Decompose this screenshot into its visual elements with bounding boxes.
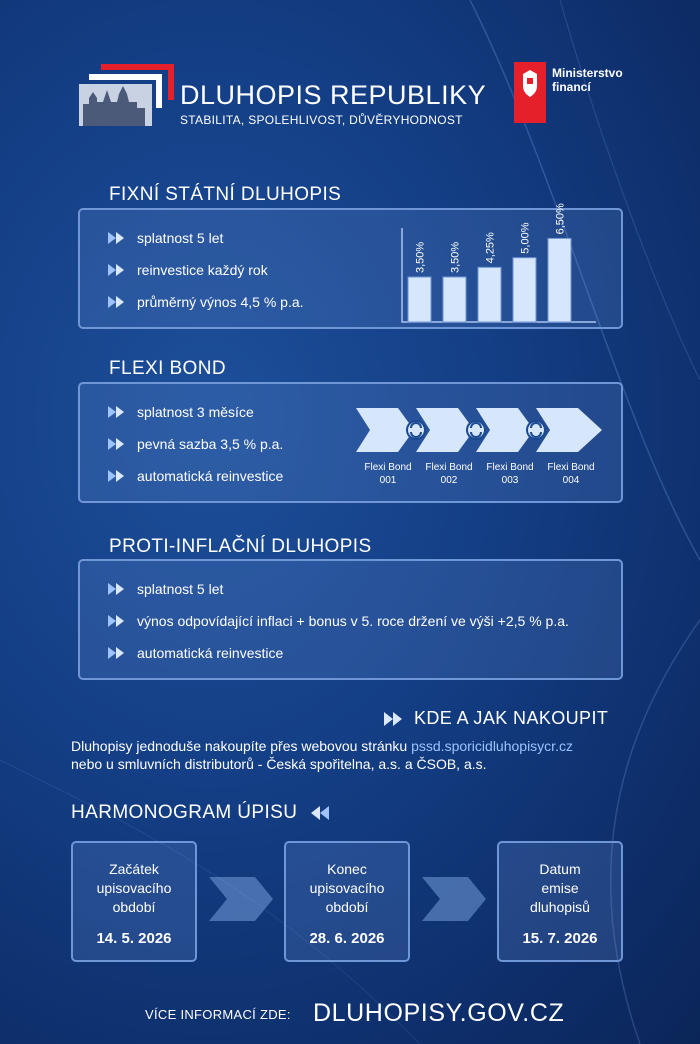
yield-bar-5 (548, 238, 571, 322)
double-arrow-icon (108, 470, 127, 482)
fixed-bullet-2 (108, 262, 268, 278)
flexi-step-3-name: Flexi Bond (486, 462, 534, 473)
buy-title-text: KDE A JAK NAKOUPIT (414, 708, 609, 728)
inflation-bullet-1 (108, 581, 223, 597)
flexi-bullet-3 (108, 468, 283, 484)
brand-title: DLUHOPIS REPUBLIKY (180, 80, 487, 110)
flexi-step-4-code: 004 (562, 475, 580, 486)
inflation-bullet-text: výnos odpovídající inflaci + bonus v 5. roce držení ve výši +2,5 % p.a. (137, 613, 569, 629)
footer-website-link[interactable]: DLUHOPISY.GOV.CZ (313, 999, 565, 1027)
refresh-icon (467, 421, 485, 439)
schedule-title (71, 802, 329, 824)
double-arrow-icon (108, 647, 127, 659)
buy-section-title (384, 708, 608, 729)
ministry-line-2: financí (552, 80, 591, 94)
fixed-bullet-1 (108, 230, 223, 246)
schedule-step-end (284, 841, 410, 962)
step-label: Konec upisovacího období (309, 861, 385, 915)
double-arrow-icon (108, 406, 127, 418)
fixed-bond-title: FIXNÍ STÁTNÍ DLUHOPIS (109, 184, 342, 205)
yield-bar-4 (513, 258, 536, 322)
schedule-step-issue (497, 841, 623, 962)
step-date: 15. 7. 2026 (522, 930, 598, 947)
flexi-step-3-code: 003 (501, 475, 519, 486)
inflation-bond-title: PROTI-INFLAČNÍ DLUHOPIS (109, 536, 372, 557)
step-date: 28. 6. 2026 (309, 930, 385, 947)
flexi-bullet-1 (108, 404, 254, 420)
footer-lead: VÍCE INFORMACÍ ZDE: (145, 1007, 291, 1022)
arrow-left-icon (309, 806, 329, 820)
fixed-bullet-3 (108, 294, 304, 310)
buy-description (71, 737, 573, 773)
flexi-bullet-text: pevná sazba 3,5 % p.a. (137, 436, 284, 452)
inflation-bullet-2 (108, 613, 569, 629)
double-arrow-icon (108, 232, 127, 244)
inflation-bullet-text: splatnost 5 let (137, 581, 224, 597)
flexi-step-4-name: Flexi Bond (547, 462, 595, 473)
yield-bar-2 (443, 277, 466, 322)
fixed-bullet-text: průměrný výnos 4,5 % p.a. (137, 294, 304, 310)
inflation-bullet-text: automatická reinvestice (137, 645, 284, 661)
flexi-rollover-diagram (356, 402, 606, 494)
yield-bar-label-2: 3,50% (449, 241, 462, 273)
ministry-emblem-icon (514, 62, 546, 123)
refresh-icon (527, 421, 545, 439)
flexi-bullet-text: splatnost 3 měsíce (137, 404, 254, 420)
castle-logo-icon (79, 64, 174, 126)
arrow-right-icon (384, 712, 404, 726)
inflation-bullet-3 (108, 645, 283, 661)
yield-bar-label-5: 6,50% (554, 203, 567, 235)
brand-subtitle: STABILITA, SPOLEHLIVOST, DŮVĚRYHODNOST (180, 113, 463, 127)
chevron-right-icon (420, 875, 488, 923)
yield-bar-3 (478, 267, 501, 322)
flexi-step-1-code: 001 (379, 475, 397, 486)
double-arrow-icon (108, 296, 127, 308)
double-arrow-icon (108, 615, 127, 627)
step-label: Datum emise dluhopisů (530, 861, 590, 915)
double-arrow-icon (108, 264, 127, 276)
yield-bar-label-1: 3,50% (414, 241, 427, 273)
fixed-bullet-text: splatnost 5 let (137, 230, 224, 246)
flexi-step-1-name: Flexi Bond (364, 462, 412, 473)
ministry-name (552, 66, 623, 94)
chevron-right-icon (207, 875, 275, 923)
step-date: 14. 5. 2026 (96, 930, 172, 947)
ministry-line-1: Ministerstvo (552, 66, 623, 80)
yield-bar-1 (408, 277, 431, 322)
yield-bar-chart (400, 203, 600, 328)
step-label: Začátek upisovacího období (96, 861, 172, 915)
flexi-bond-card (78, 382, 623, 503)
double-arrow-icon (108, 438, 127, 450)
yield-bar-label-4: 5,00% (519, 222, 532, 254)
refresh-icon (407, 421, 425, 439)
flexi-bullet-2 (108, 436, 283, 452)
yield-bar-label-3: 4,25% (484, 232, 497, 264)
buy-line-1 (71, 737, 573, 755)
flexi-bullet-text: automatická reinvestice (137, 468, 284, 484)
flexi-step-2-name: Flexi Bond (425, 462, 473, 473)
flexi-chevron-1 (356, 408, 414, 452)
purchase-link[interactable]: pssd.sporicidluhopisycr.cz (411, 738, 573, 754)
schedule-step-start (71, 841, 197, 962)
flexi-step-2-code: 002 (440, 475, 458, 486)
fixed-bullet-text: reinvestice každý rok (137, 262, 268, 278)
fixed-bond-card (78, 203, 623, 329)
inflation-bond-card (78, 559, 623, 680)
buy-line-2: nebo u smluvních distributorů - Česká spořitelna, a.s. a ČSOB, a.s. (71, 756, 487, 772)
buy-line-1-text: Dluhopisy jednoduše nakoupíte přes webovou stránku (71, 738, 412, 754)
flexi-bond-title: FLEXI BOND (109, 358, 226, 379)
schedule-title-text: HARMONOGRAM ÚPISU (71, 802, 298, 823)
double-arrow-icon (108, 583, 127, 595)
